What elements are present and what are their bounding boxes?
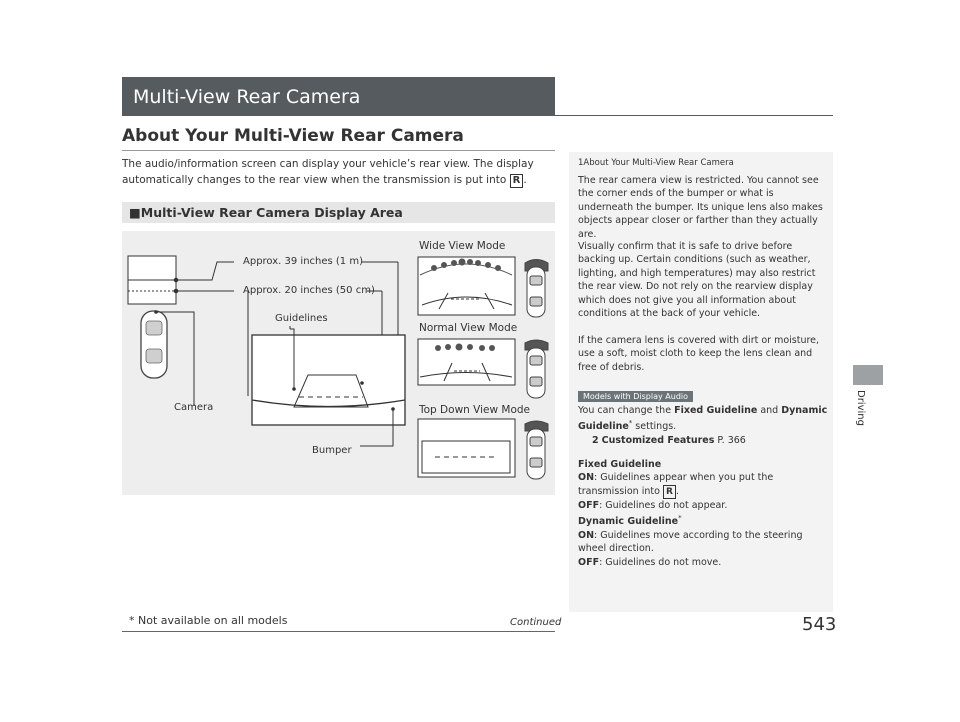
title-divider: [122, 150, 555, 151]
footnote-star: *: [628, 419, 633, 428]
fixed-on-text: : Guidelines appear when you put the transmission into: [578, 472, 774, 497]
footnote-divider: [122, 631, 555, 632]
chapter-tab-label: Driving: [855, 390, 866, 426]
car-top-view-left: [141, 310, 194, 406]
normal-view-thumbnail: [418, 339, 515, 385]
models-badge: Models with Display Audio: [578, 391, 693, 402]
fixed-on-label: ON: [578, 472, 595, 484]
car-icons-right: [525, 260, 548, 480]
subheading-bar: [122, 202, 555, 223]
top-down-view-thumbnail: [418, 419, 515, 477]
label-top-down-view: Top Down View Mode: [419, 404, 531, 416]
intro-line-2: automatically changes to the rear view when the transmission is put into: [122, 174, 507, 186]
page-title: About Your Multi-View Rear Camera: [122, 126, 464, 146]
label-camera: Camera: [174, 402, 214, 413]
dynamic-guideline-term: Dynamic Guideline: [578, 405, 828, 433]
sidebar-paragraph-3: If the camera lens is covered with dirt or moisture, use a soft, moist cloth to keep the lens clean and free of debris.: [578, 335, 820, 373]
intro-line-1: The audio/information screen can display your vehicle’s rear view. The display: [122, 158, 534, 170]
camera-screen: [252, 326, 405, 446]
fixed-guideline-term: Fixed Guideline: [674, 405, 758, 416]
reverse-gear-key: R: [510, 174, 524, 188]
section-title: Multi-View Rear Camera: [133, 86, 361, 108]
dynamic-on-label: ON: [578, 529, 595, 541]
fixed-reverse-key: R: [663, 485, 676, 499]
intro-end: .: [523, 174, 527, 186]
and-text: and: [757, 405, 782, 416]
page-number: 543: [802, 614, 837, 635]
chapter-tab-marker: [853, 365, 883, 385]
fixed-guideline-section: Fixed Guideline ON: Guidelines appear when you put the transmission into R . OFF: Guidelines do not appear. Dynamic Guideline* ON: Guidelines move according to the steering wheel direction. OFF: Guidelines do not move.: [578, 459, 803, 568]
label-normal-view: Normal View Mode: [419, 322, 518, 334]
customized-features-link[interactable]: Customized Features: [601, 434, 715, 446]
subheading-text: ■Multi-View Rear Camera Display Area: [129, 205, 403, 220]
distance-zone-boxes: [128, 256, 176, 304]
sidebar-paragraph-2: Visually confirm that it is safe to drive before backing up. Certain conditions (such as weather, lighting, and high temperatures) may also restrict the rear view. Do not rely on the rearview display which does not give you all information about conditions at the back of your vehicle.: [578, 241, 816, 320]
dynamic-off-text: : Guidelines do not move.: [599, 556, 722, 568]
label-wide-view: Wide View Mode: [419, 240, 506, 252]
fixed-off-text: : Guidelines do not appear.: [599, 499, 728, 511]
label-guidelines: Guidelines: [275, 313, 328, 324]
dynamic-guideline-heading: Dynamic Guideline: [578, 516, 679, 528]
section-underline: [122, 115, 833, 116]
sidebar-title: 1About Your Multi-View Rear Camera: [578, 158, 734, 168]
camera-display-figure: [122, 231, 555, 495]
continued-label: Continued: [510, 617, 562, 628]
section-header-bar: [122, 77, 555, 115]
fixed-off-label: OFF: [578, 499, 600, 511]
dynamic-star: *: [678, 514, 682, 523]
xref-arrow-icon: 2: [592, 434, 599, 446]
dynamic-off-label: OFF: [578, 556, 600, 568]
wide-view-thumbnail: [418, 257, 515, 315]
settings-text: settings.: [632, 421, 677, 433]
label-bumper: Bumper: [312, 445, 352, 456]
change-pre-text: You can change the: [578, 405, 675, 416]
xref-page: P. 366: [714, 434, 746, 446]
dynamic-on-text: : Guidelines move according to the steering wheel direction.: [578, 529, 803, 555]
label-approx-20: Approx. 20 inches (50 cm): [243, 285, 375, 296]
fixed-guideline-heading: Fixed Guideline: [578, 459, 662, 470]
footnote: * Not available on all models: [129, 614, 288, 627]
label-approx-39: Approx. 39 inches (1 m): [243, 256, 363, 267]
intro-paragraph: [122, 156, 552, 188]
sidebar-change-settings: [578, 404, 828, 447]
side-note-panel: [569, 152, 833, 612]
sidebar-paragraph-1: The rear camera view is restricted. You cannot see the corner ends of the bumper or what is underneath the bumper. Its unique lens also makes objects appear closer or farther than they actually are.: [578, 175, 823, 240]
